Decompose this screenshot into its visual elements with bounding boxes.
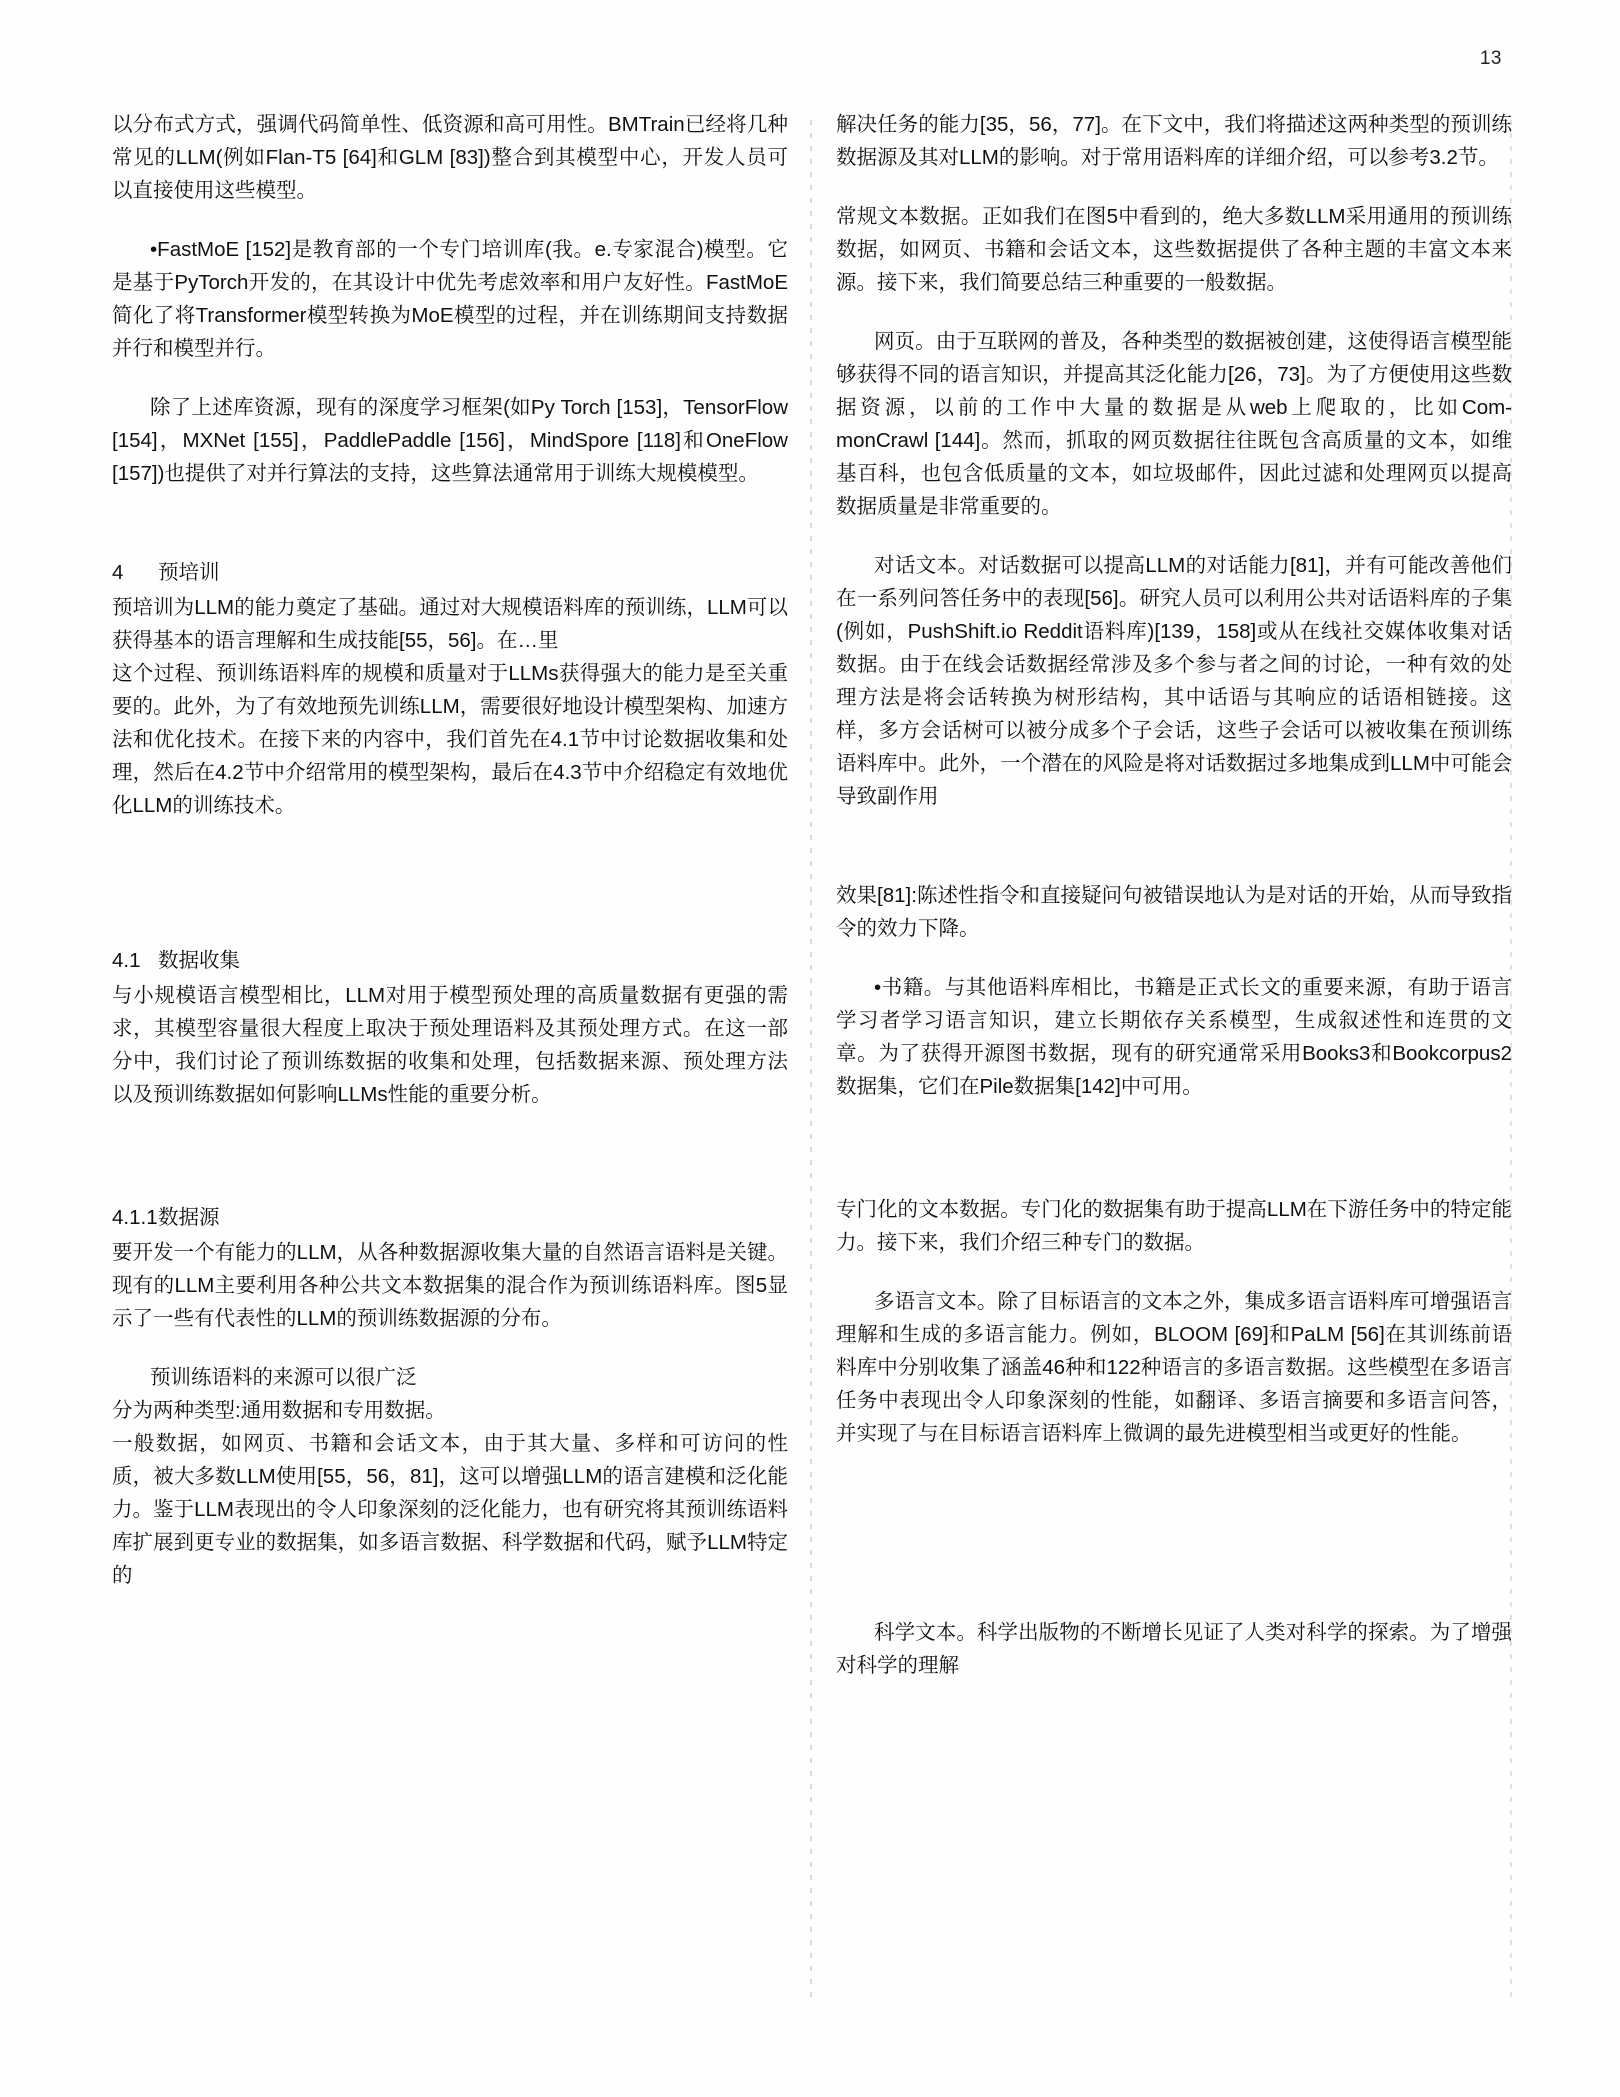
- paragraph: 预训练语料的来源可以很广泛: [150, 1366, 417, 1389]
- section-title-4: 预培训: [158, 561, 220, 584]
- section-heading-4: [112, 556, 788, 589]
- paragraph: 以分布式方式，强调代码简单性、低资源和高可用性。BMTrain已经将几种常见的LLM(例如Flan-T5 [64]和GLM [83])整合到其模型中心，开发人员可以直接使用这些模型。: [112, 113, 788, 202]
- section-number-4-1: 4.1: [112, 949, 141, 972]
- paragraph-frameworks: 除了上述库资源，现有的深度学习框架(如Py Torch [153]，TensorFlow [154]，MXNet [155]，PaddlePaddle [156]，MindSpore [118]和OneFlow [157])也提供了对并行算法的支持，这些算法通常用于训练大规模模型。: [112, 396, 788, 485]
- spacer: [836, 1476, 1512, 1616]
- spacer: [112, 848, 788, 944]
- paragraph: 预培训为LLM的能力奠定了基础。通过对大规模语料库的预训练，LLM可以获得基本的语言理解和生成技能[55，56]。在…里: [112, 596, 788, 652]
- paragraph-conversation-text: 对话文本。对话数据可以提高LLM的对话能力[81]，并有可能改善他们在一系列问答任务中的表现[56]。研究人员可以利用公共对话语料库的子集(例如，PushShift.io Reddit语料库)[139，158]或从在线社交媒体收集对话数据。由于在线会话数据经常涉及多个参与者之间的讨论，一种有效的处理方法是将会话转换为树形结构，其中话语与其响应的话语相链接。这样，多方会话树可以被分成多个子会话，这些子会话可以被收集在预训练语料库中。此外，一个潜在的风险是将对话数据过多地集成到LLM中可能会导致副作用: [836, 554, 1512, 808]
- two-column-body: [112, 108, 1512, 1708]
- paragraph: 这个过程、预训练语料库的规模和质量对于LLMs获得强大的能力是至关重要的。此外，为了有效地预先训练LLM，需要很好地设计模型架构、加速方法和优化技术。在接下来的内容中，我们首先在4.1节中讨论数据收集和处理，然后在4.2节中介绍常用的模型架构，最后在4.3节中介绍稳定有效地优化LLM的训练技术。: [112, 662, 788, 817]
- paragraph-fastmoe: •FastMoE [152]是教育部的一个专门培训库(我。e.专家混合)模型。它是基于PyTorch开发的，在其设计中优先考虑效率和用户友好性。FastMoE简化了将Transformer模型转换为MoE模型的过程，并在训练期间支持数据并行和模型并行。: [112, 238, 788, 360]
- paragraph: 与小规模语言模型相比，LLM对用于模型预处理的高质量数据有更强的需求，其模型容量很大程度上取决于预处理语料及其预处理方式。在这一部分中，我们讨论了预训练数据的收集和处理，包括数据来源、预处理方法以及预训练数据如何影响LLMs性能的重要分析。: [112, 984, 788, 1106]
- paragraph: 一般数据，如网页、书籍和会话文本，由于其大量、多样和可访问的性质，被大多数LLM使用[55，56，81]，这可以增强LLM的语言建模和泛化能力。鉴于LLM表现出的令人印象深刻的泛化能力，也有研究将其预训练语料库扩展到更专业的数据集，如多语言数据、科学数据和代码，赋予LLM特定的: [112, 1432, 788, 1587]
- paragraph: 解决任务的能力[35，56，77]。在下文中，我们将描述这两种类型的预训练数据源及其对LLM的影响。对于常用语料库的详细介绍，可以参考3.2节。: [836, 113, 1512, 169]
- spacer: [112, 516, 788, 556]
- left-column: [112, 108, 788, 1708]
- paragraph: 要开发一个有能力的LLM，从各种数据源收集大量的自然语言语料是关键。现有的LLM主要利用各种公共文本数据集的混合作为预训练语料库。图5显示了一些有代表性的LLM的预训练数据源的分布。: [112, 1241, 788, 1330]
- paragraph-multilingual-text: 多语言文本。除了目标语言的文本之外，集成多语言语料库可增强语言理解和生成的多语言能力。例如，BLOOM [69]和PaLM [56]在其训练前语料库中分别收集了涵盖46种和122种语言的多语言数据。这些模型在多语言任务中表现出令人印象深刻的性能，如翻译、多语言摘要和多语言问答，并实现了与在目标语言语料库上微调的最先进模型相当或更好的性能。: [836, 1290, 1512, 1445]
- section-title-4-1-1: 数据源: [158, 1206, 220, 1229]
- paragraph-books: •书籍。与其他语料库相比，书籍是正式长文的重要来源，有助于语言学习者学习语言知识，建立长期依存关系模型，生成叙述性和连贯的文章。为了获得开源图书数据，现有的研究通常采用Books3和Bookcorpus2数据集，它们在Pile数据集[142]中可用。: [836, 976, 1512, 1098]
- spacer: [836, 1129, 1512, 1193]
- section-title-4-1: 数据收集: [158, 949, 240, 972]
- spacer: [836, 839, 1512, 879]
- paragraph-specialized-text-data: 专门化的文本数据。专门化的数据集有助于提高LLM在下游任务中的特定能力。接下来，我们介绍三种专门的数据。: [836, 1198, 1512, 1254]
- paragraph: 效果[81]:陈述性指令和直接疑问句被错误地认为是对话的开始，从而导致指令的效力下降。: [836, 884, 1512, 940]
- paragraph-scientific-text: 科学文本。科学出版物的不断增长见证了人类对科学的探索。为了增强对科学的理解: [836, 1621, 1512, 1677]
- paragraph: 分为两种类型:通用数据和专用数据。: [112, 1399, 446, 1422]
- section-number-4-1-1: 4.1.1: [112, 1206, 158, 1229]
- section-heading-4-1: [112, 944, 788, 977]
- section-number-4: 4: [112, 561, 124, 584]
- paragraph-general-text-data: 常规文本数据。正如我们在图5中看到的，绝大多数LLM采用通用的预训练数据，如网页、书籍和会话文本，这些数据提供了各种主题的丰富文本来源。接下来，我们简要总结三种重要的一般数据。: [836, 205, 1512, 294]
- paragraph-webpages: 网页。由于互联网的普及，各种类型的数据被创建，这使得语言模型能够获得不同的语言知识，并提高其泛化能力[26，73]。为了方便使用这些数据资源，以前的工作中大量的数据是从web上爬取的，比如Com- monCrawl [144]。然而，抓取的网页数据往往既包含高质量的文本，如维基百科，也包含低质量的文本，如垃圾邮件，因此过滤和处理网页以提高数据质量是非常重要的。: [836, 330, 1512, 518]
- section-heading-4-1-1: [112, 1201, 788, 1234]
- spacer: [112, 1137, 788, 1201]
- page-number: 13: [1479, 48, 1502, 69]
- right-column: [836, 108, 1512, 1708]
